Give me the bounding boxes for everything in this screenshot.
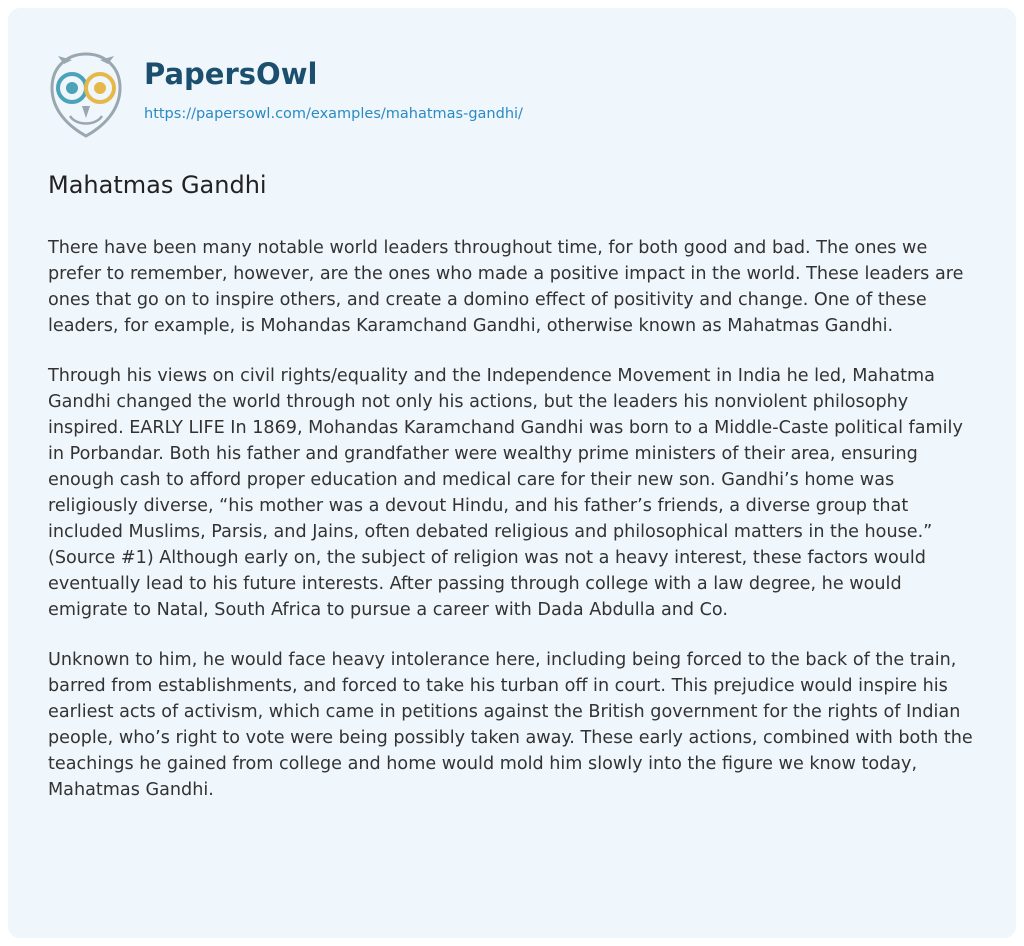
paragraph: Unknown to him, he would face heavy intolerance here, including being forced to the back of the train, barred from establishments, and forced to take his turban off in court. This prejudice would inspire his earliest acts of activism, which came in petitions against the British government for the rights of Indian people, who’s right to vote were being possibly taken away. These early actions, combined with both the teachings he gained from college and home would mold him slowly into the figure we know today, Mahatmas Gandhi. bbox=[48, 650, 973, 800]
page-title: Mahatmas Gandhi bbox=[48, 171, 267, 199]
owl-logo-icon bbox=[46, 50, 126, 140]
paragraph: There have been many notable world leaders throughout time, for both good and bad. The ones we prefer to remember, however, are the ones who made a positive impact in the world. These leaders are ones that go on to inspire others, and create a domino effect of positivity and change. One of these leaders, for example, is Mohandas Karamchand Gandhi, otherwise known as Mahatmas Gandhi. bbox=[48, 238, 964, 336]
document-body bbox=[48, 235, 984, 827]
source-url-link[interactable]: https://papersowl.com/examples/mahatmas-gandhi/ bbox=[144, 106, 523, 122]
brand-block bbox=[144, 50, 523, 123]
site-header bbox=[46, 50, 523, 140]
paragraph: Through his views on civil rights/equality and the Independence Movement in India he led, Mahatma Gandhi changed the world through not only his actions, but the leaders his nonviolent philosophy inspired. EARLY LIFE In 1869, Mohandas Karamchand Gandhi was born to a Middle-Caste political family in Porbandar. Both his father and grandfather were wealthy prime ministers of their area, ensuring enough cash to afford proper education and medical care for their new son. Gandhi’s home was religiously diverse, “his mother was a devout Hindu, and his father’s friends, a diverse group that included Muslims, Parsis, and Jains, often debated religious and philosophical matters in the house.” (Source #1) Although early on, the subject of religion was not a heavy interest, these factors would eventually lead to his future interests. After passing through college with a law degree, he would emigrate to Natal, South Africa to pursue a career with Dada Abdulla and Co. bbox=[48, 366, 963, 620]
brand-name[interactable]: PapersOwl bbox=[144, 57, 318, 91]
